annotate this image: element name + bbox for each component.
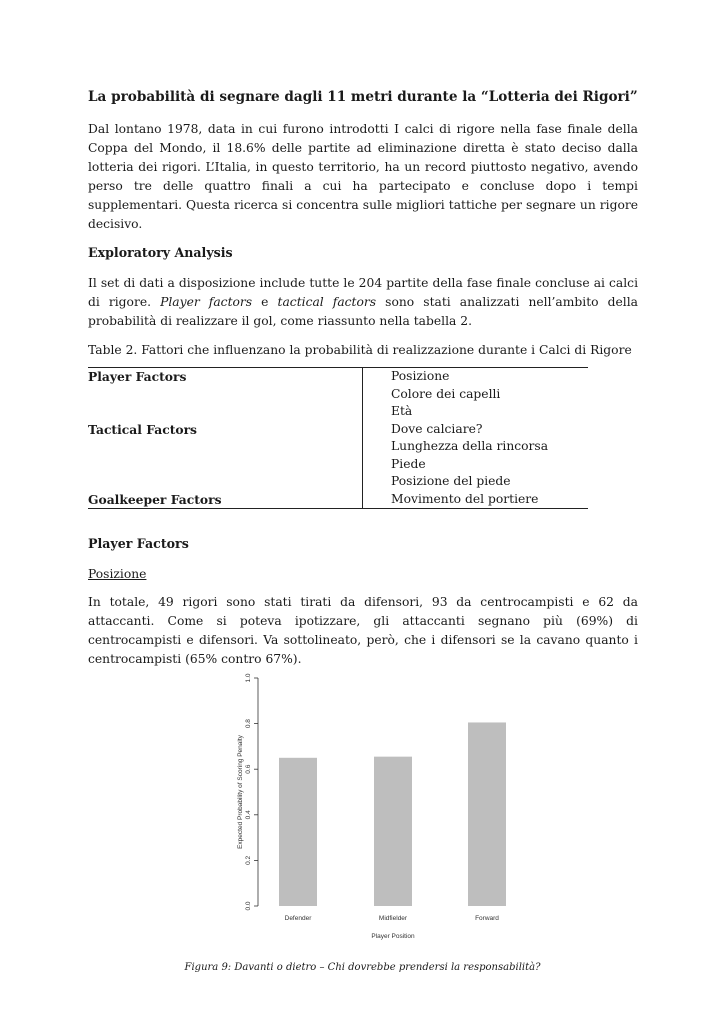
table-row [88, 438, 588, 456]
bar [374, 757, 412, 906]
y-tick-label: 0.2 [245, 855, 252, 865]
table-caption: Table 2. Fattori che influenzano la probabilità di realizzazione durante i Calci di Rigore [88, 343, 632, 357]
bar [468, 722, 506, 906]
player-factors-heading: Player Factors [88, 536, 189, 551]
factor-category: Goalkeeper Factors [88, 491, 363, 509]
exploratory-paragraph [88, 274, 638, 331]
x-tick-label: Midfielder [378, 915, 408, 922]
factor-item: Movimento del portiere [391, 491, 539, 506]
document-title: La probabilità di segnare dagli 11 metri durante la “Lotteria dei Rigori” [88, 89, 638, 105]
exploratory-text-1: Il set di dati a disposizione include tutte le 204 partite della fase finale concluse ai calci di rigore. [88, 276, 638, 309]
x-tick-label: Defender [284, 915, 312, 922]
factors-table [88, 367, 588, 509]
factor-item: Età [391, 404, 413, 418]
factor-category: Player Factors [88, 368, 363, 386]
y-tick-label: 0.8 [245, 719, 252, 729]
intro-paragraph: Dal lontano 1978, data in cui furono introdotti I calci di rigore nella fase finale della Coppa del Mondo, il 18.6% delle partite ad eliminazione diretta è stato deciso dalla lotteria dei rigori. L’Italia, in questo territorio, ha un record piuttosto negativo, avendo perso tre delle quattro finali a cui ha partecipato e concluse dopo i tempi supplementari. Questa ricerca si concentra sulle migliori tattiche per segnare un rigore decisivo. [88, 122, 638, 231]
x-axis-label: Player Position [371, 933, 415, 940]
position-paragraph: In totale, 49 rigori sono stati tirati da difensori, 93 da centrocampisti e 62 da attaccanti. Come si poteva ipotizzare, gli attaccanti segnano più (69%) di centrocampisti e difensori. Va sottolineato, però, che i difensori se la cavano quanto i centrocampisti (65% contro 67%). [88, 595, 638, 666]
factor-item: Posizione [391, 369, 450, 383]
factor-category: Tactical Factors [88, 421, 363, 439]
table-row [88, 421, 588, 439]
table-row [88, 473, 588, 491]
chart-svg [228, 666, 528, 946]
player-factors-term: Player factors [160, 295, 253, 309]
table-row [88, 386, 588, 404]
exploratory-text-3: sono stati analizzati nell’ambito della probabilità di realizzare il gol, come riassunto nella tabella 2. [88, 295, 638, 328]
position-bar-chart [228, 666, 528, 946]
y-tick-label: 1.0 [245, 673, 252, 683]
factor-item: Posizione del piede [391, 474, 511, 488]
factor-category [88, 403, 363, 421]
factor-category [88, 456, 363, 474]
figure-caption: Figura 9: Davanti o dietro – Chi dovrebbe prendersi la responsabilità? [184, 962, 541, 973]
table-row [88, 491, 588, 509]
factor-item: Piede [391, 456, 426, 471]
factor-item: Colore dei capelli [391, 386, 501, 401]
x-tick-label: Forward [475, 915, 499, 922]
y-tick-label: 0.6 [245, 764, 252, 774]
bar [279, 758, 317, 906]
position-subheading: Posizione [88, 567, 147, 581]
exploratory-heading: Exploratory Analysis [88, 245, 233, 260]
table-row [88, 403, 588, 421]
tactical-factors-term: tactical factors [277, 295, 377, 309]
factor-item: Lunghezza della rincorsa [391, 439, 549, 453]
factor-category [88, 473, 363, 491]
y-axis-label: Expected Probability of Scoring Penalty [237, 735, 244, 849]
table-row [88, 456, 588, 474]
factor-category [88, 438, 363, 456]
table-row [88, 368, 588, 386]
y-tick-label: 0.4 [245, 810, 252, 820]
y-tick-label: 0.0 [245, 901, 252, 911]
document-page [88, 88, 638, 679]
factor-item: Dove calciare? [391, 421, 483, 436]
exploratory-text-2: e [252, 295, 278, 309]
factor-category [88, 386, 363, 404]
